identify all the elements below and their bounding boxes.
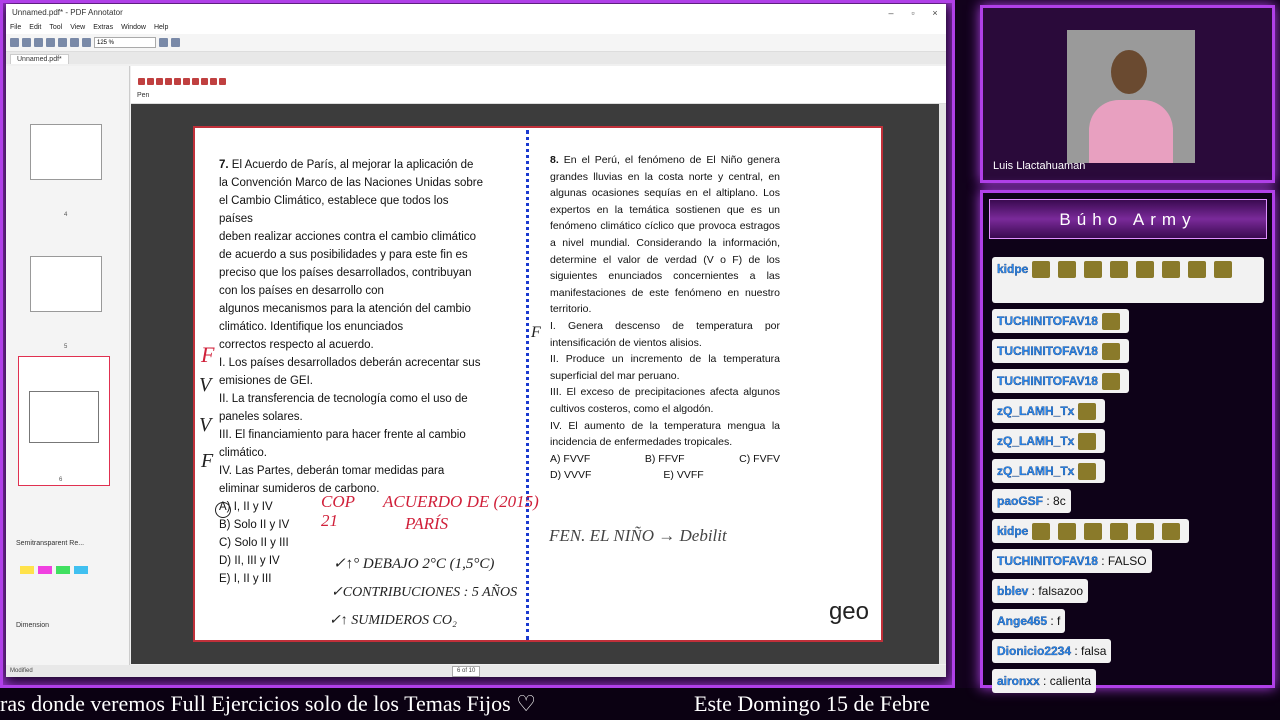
window-title: Unnamed.pdf* - PDF Annotator: [12, 8, 123, 17]
menu-help[interactable]: Help: [153, 24, 169, 31]
streamer-name: Luis Llactahuaman: [993, 160, 1086, 172]
pen-label: Pen: [137, 92, 150, 99]
rectangle-icon[interactable]: [183, 78, 190, 85]
page-number: 4: [64, 212, 68, 218]
fit-page-icon[interactable]: [171, 38, 180, 47]
chat-username[interactable]: bblev: [997, 584, 1029, 598]
q7-line: II. La transferencia de tecnología como el uso de: [219, 393, 468, 405]
q8-item: III. El exceso de precipitaciones afecta algunos cultivos costeros, como el algodón.: [550, 386, 780, 415]
chat-title: Búho Army: [989, 199, 1267, 239]
chat-message: [992, 669, 1096, 693]
tab-document[interactable]: Unnamed.pdf*: [10, 54, 69, 64]
chat-username[interactable]: kidpe: [997, 524, 1029, 538]
chat-text: : 8c: [1043, 494, 1066, 508]
chat-message: [992, 429, 1105, 453]
circle-icon[interactable]: [192, 78, 199, 85]
q7-option: E) I, II y III: [219, 573, 272, 585]
chat-text: : falsa: [1071, 644, 1107, 658]
heart-icon[interactable]: [219, 78, 226, 85]
menu-window[interactable]: Window: [121, 24, 146, 31]
chat-message: [992, 309, 1129, 333]
ticker-left: ras donde veremos Full Ejercicios solo de los Temas Fijos ♡: [0, 691, 536, 716]
status-bar: [6, 665, 946, 677]
color-swatches: [20, 566, 88, 574]
page-thumbnails-sidebar: [6, 66, 130, 666]
chat-message: [992, 339, 1129, 363]
geo-logo: geo: [828, 598, 869, 625]
thumbnail-preview: [29, 391, 99, 443]
menu-bar: [6, 21, 946, 34]
chat-message: [992, 549, 1152, 573]
chat-username[interactable]: TUCHINITOFAV18: [997, 314, 1098, 328]
open-icon[interactable]: [22, 38, 31, 47]
menu-tool[interactable]: Tool: [49, 24, 63, 31]
line-icon[interactable]: [174, 78, 181, 85]
presenter-head: [1111, 50, 1147, 94]
swatch-yellow[interactable]: [20, 566, 34, 574]
menu-file[interactable]: File: [10, 24, 22, 31]
new-icon[interactable]: [10, 38, 19, 47]
column-divider: [526, 130, 529, 640]
q8-options-row: [550, 467, 780, 484]
panel-dimension[interactable]: Dimension: [16, 622, 50, 629]
chat-message: [992, 639, 1111, 663]
chat-username[interactable]: kidpe: [997, 262, 1029, 276]
thumbnail-page-5[interactable]: [30, 256, 102, 312]
chat-message: [992, 519, 1189, 543]
zoom-out-icon[interactable]: [82, 38, 91, 47]
vertical-scrollbar[interactable]: [939, 104, 946, 664]
emote-icon: [1188, 261, 1206, 278]
q7-line: paneles solares.: [219, 411, 303, 423]
emote-icon: [1136, 261, 1154, 278]
maximize-icon[interactable]: ▫: [911, 7, 915, 18]
emote-icon: [1136, 523, 1154, 540]
swatch-green[interactable]: [56, 566, 70, 574]
chat-text: : f: [1047, 614, 1061, 628]
menu-extras[interactable]: Extras: [93, 24, 114, 31]
redo-icon[interactable]: [70, 38, 79, 47]
webcam-video: [1067, 30, 1195, 163]
q7-line: con los países en desarrollo con: [219, 285, 384, 297]
chat-username[interactable]: Ange465: [997, 614, 1048, 628]
q8-item: II. Produce un incremento de la temperatura superficial del mar peruano.: [550, 353, 780, 382]
q7-line: climático.: [219, 447, 267, 459]
handwriting-line3: ✓↑ SUMIDEROS CO₂: [329, 613, 457, 628]
q7-line: deben realizar acciones contra el cambio climático: [219, 231, 476, 243]
thumbnail-page-6[interactable]: [18, 356, 110, 486]
q7-line: climático. Identifique los enunciados: [219, 321, 404, 333]
q8-item: I. Genera descenso de temperatura por intensificación de vientos alisios.: [550, 319, 780, 349]
q7-line: 7. El Acuerdo de París, al mejorar la aplicación de: [219, 159, 474, 171]
mark-f: F: [201, 342, 215, 367]
chat-text: : FALSO: [1097, 554, 1147, 568]
emote-icon: [1078, 403, 1096, 420]
chat-message: [992, 459, 1105, 483]
chat-username[interactable]: Dionicio2234: [997, 644, 1072, 658]
panel-semitransparent[interactable]: Semitransparent Re...: [16, 540, 85, 547]
emote-icon: [1084, 261, 1102, 278]
annotation-toolbar: [131, 66, 946, 104]
pdf-page: [193, 126, 883, 642]
emote-icon: [1102, 373, 1120, 390]
webcam-frame: [980, 5, 1275, 183]
highlighter-icon[interactable]: [156, 78, 163, 85]
emote-icon: [1078, 433, 1096, 450]
q8-option: B) FFVF: [644, 452, 685, 465]
chat-message: [992, 579, 1088, 603]
q7-line: de acuerdo a sus posibilidades y para este fin es: [219, 249, 468, 261]
chat-panel: [980, 190, 1275, 688]
q7-line: IV. Las Partes, deberán tomar medidas para: [219, 465, 445, 477]
presenter-body: [1089, 100, 1173, 163]
pen-icon[interactable]: [147, 78, 154, 85]
page-indicator[interactable]: 6 of 10: [452, 666, 480, 677]
chat-username[interactable]: zQ_LAMH_Tx: [997, 434, 1075, 448]
emote-icon: [1078, 463, 1096, 480]
chat-username[interactable]: TUCHINITOFAV18: [997, 344, 1098, 358]
emote-icon: [1032, 261, 1050, 278]
title-bar: [6, 4, 946, 21]
annotation-tools: [137, 72, 227, 90]
emote-icon: [1058, 523, 1076, 540]
q8-option: E) VVFF: [663, 469, 704, 482]
question-8: [550, 152, 780, 484]
option-circle-mark: [215, 502, 231, 518]
q7-line: I. Los países desarrollados deberán acrecentar sus: [219, 357, 481, 369]
document-tabs: [6, 52, 946, 64]
chat-message: [992, 399, 1105, 423]
swatch-cyan[interactable]: [74, 566, 88, 574]
swatch-magenta[interactable]: [38, 566, 52, 574]
chat-username[interactable]: TUCHINITOFAV18: [997, 554, 1098, 568]
minimize-icon[interactable]: –: [888, 7, 894, 18]
emote-icon: [1102, 313, 1120, 330]
chat-message: [992, 489, 1071, 513]
mark-v: V: [199, 374, 212, 396]
close-icon[interactable]: ×: [932, 7, 938, 18]
handwriting-line2: ✓CONTRIBUCIONES : 5 AÑOS: [331, 585, 518, 600]
handwriting-fen: FEN. EL NIÑO → Debilit: [549, 526, 727, 545]
q7-line: preciso que los países desarrollados, contribuyan: [219, 267, 472, 279]
q8-options-row: [550, 451, 780, 468]
mark-v: V: [199, 414, 212, 436]
mark-f: F: [531, 324, 541, 341]
menu-edit[interactable]: Edit: [29, 24, 42, 31]
q7-line: correctos respecto al acuerdo.: [219, 339, 374, 351]
zoom-field[interactable]: 125 %: [94, 37, 156, 48]
ticker-right: Este Domingo 15 de Febre: [694, 691, 930, 716]
q7-line: algunos mecanismos para la atención del cambio: [219, 303, 471, 315]
q8-item: IV. El aumento de la temperatura mengua la incidencia de enfermedades tropicales.: [550, 419, 780, 449]
handwriting-cop: COP 21: [321, 492, 355, 530]
undo-icon[interactable]: [58, 38, 67, 47]
save-icon[interactable]: [34, 38, 43, 47]
eraser-icon[interactable]: [165, 78, 172, 85]
page-number: 6: [59, 477, 63, 483]
mark-f: F: [201, 450, 214, 472]
emote-icon: [1214, 261, 1232, 278]
q7-option: C) Solo II y III: [219, 537, 289, 549]
emote-icon: [1058, 261, 1076, 278]
stamp-icon[interactable]: [210, 78, 217, 85]
chat-message: [992, 257, 1264, 303]
emote-icon: [1162, 523, 1180, 540]
q8-stem: 8. En el Perú, el fenómeno de El Niño genera grandes lluvias en la costa norte y central, en algunas ocasiones sequías en el altiplano. Los expertos en la temática sostienen que es un fenómeno climático cíclico que provoca estragos a nivel mundial. Considerando la información, determine el valor de verdad (V o F) de los siguientes enunciados concernientes a las manifestaciones de este fenómeno en nuestro territorio.: [550, 154, 780, 316]
emote-icon: [1032, 523, 1050, 540]
q7-line: III. El financiamiento para hacer frente al cambio: [219, 429, 466, 441]
q7-line: eliminar sumideros de carbono.: [219, 483, 380, 495]
q8-option: A) FVVF: [550, 452, 591, 465]
emote-icon: [1102, 343, 1120, 360]
main-toolbar: [6, 34, 946, 52]
handwriting-paris: PARÍS: [405, 514, 449, 533]
chat-username[interactable]: aironxx: [997, 674, 1040, 688]
pdf-annotator-window: [6, 4, 946, 677]
q7-line: emisiones de GEI.: [219, 375, 313, 387]
chat-text: : falsazoo: [1028, 584, 1084, 598]
q8-option: C) FVFV: [739, 452, 780, 465]
document-viewer: [131, 104, 939, 664]
menu-view[interactable]: View: [70, 24, 86, 31]
handwriting-acuerdo: ACUERDO DE (2015): [383, 492, 539, 511]
q7-option: D) II, III y IV: [219, 555, 280, 567]
emote-icon: [1084, 523, 1102, 540]
q8-option: D) VVVF: [550, 469, 592, 482]
q7-option: A) I, II y IV: [219, 501, 273, 513]
chat-message: [992, 369, 1129, 393]
emote-icon: [1162, 261, 1180, 278]
select-icon[interactable]: [138, 78, 145, 85]
chat-username[interactable]: TUCHINITOFAV18: [997, 374, 1098, 388]
status-text: Modified: [10, 668, 33, 674]
text-icon[interactable]: [201, 78, 208, 85]
q7-line: el Cambio Climático, establece que todos los países: [219, 195, 449, 225]
print-icon[interactable]: [46, 38, 55, 47]
q7-line: la Convención Marco de las Naciones Unidas sobre: [219, 177, 484, 189]
thumbnail-page-4[interactable]: [30, 124, 102, 180]
q7-option: B) Solo II y IV: [219, 519, 290, 531]
emote-icon: [1110, 261, 1128, 278]
page-number: 5: [64, 344, 68, 350]
chat-message: [992, 609, 1065, 633]
zoom-in-icon[interactable]: [159, 38, 168, 47]
emote-icon: [1110, 523, 1128, 540]
chat-username[interactable]: zQ_LAMH_Tx: [997, 464, 1075, 478]
chat-username[interactable]: zQ_LAMH_Tx: [997, 404, 1075, 418]
handwriting-line1: ✓↑° DEBAJO 2°C (1,5°C): [333, 556, 495, 572]
chat-username[interactable]: paoGSF: [997, 494, 1044, 508]
chat-text: : calienta: [1039, 674, 1092, 688]
